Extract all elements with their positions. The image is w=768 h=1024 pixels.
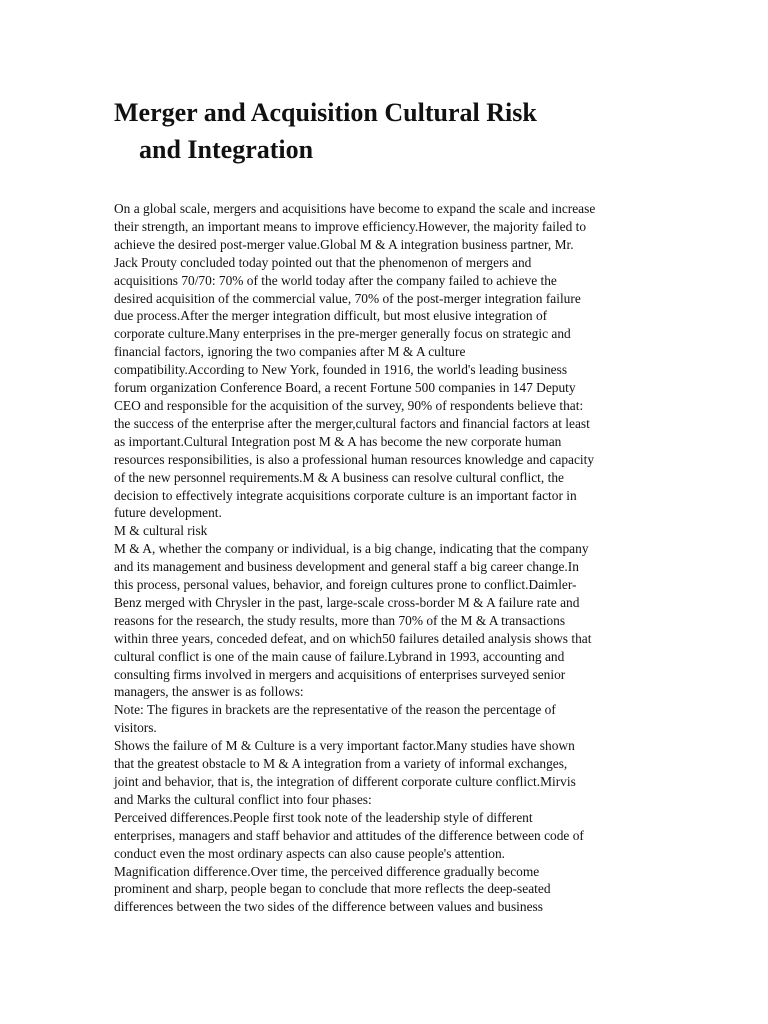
text-line: M & A, whether the company or individual, is a big change, indicating that the company — [114, 541, 589, 557]
title-line: and Integration — [139, 135, 314, 164]
text-line: acquisitions 70/70: 70% of the world today after the company failed to achieve the — [114, 272, 557, 288]
text-line: conduct even the most ordinary aspects can also cause people's attention. — [114, 845, 505, 861]
paragraph — [114, 701, 674, 737]
text-line: forum organization Conference Board, a recent Fortune 500 companies in 147 Deputy — [114, 380, 576, 396]
text-line: prominent and sharp, people began to conclude that more reflects the deep-seated — [114, 881, 551, 897]
text-line: within three years, conceded defeat, and on which50 failures detailed analysis shows that — [114, 630, 592, 646]
text-line: corporate culture.Many enterprises in the pre-merger generally focus on strategic and — [114, 326, 571, 342]
title-line: Merger and Acquisition Cultural Risk — [114, 98, 537, 127]
text-line: desired acquisition of the commercial value, 70% of the post-merger integration failure — [114, 290, 581, 306]
document-body — [114, 200, 674, 916]
text-line: CEO and responsible for the acquisition of the survey, 90% of respondents believe that: — [114, 397, 584, 413]
text-line: future development. — [114, 505, 222, 521]
text-line: Note: The figures in brackets are the representative of the reason the percentage of — [114, 702, 556, 718]
text-line: Perceived differences.People first took note of the leadership style of different — [114, 809, 533, 825]
paragraph — [114, 540, 674, 701]
document-title — [114, 94, 674, 168]
text-line: cultural conflict is one of the main cause of failure.Lybrand in 1993, accounting and — [114, 648, 565, 664]
text-line: their strength, an important means to improve efficiency.However, the majority failed to — [114, 218, 587, 234]
text-line: consulting firms involved in mergers and acquisitions of enterprises surveyed senior — [114, 666, 566, 682]
paragraph — [114, 737, 674, 809]
text-line: joint and behavior, that is, the integration of different corporate culture conflict.Mirvis — [114, 774, 576, 789]
text-line: Magnification difference.Over time, the perceived difference gradually become — [114, 863, 540, 879]
text-line: the success of the enterprise after the merger,cultural factors and financial factors at least — [114, 415, 590, 431]
text-line: achieve the desired post-merger value.Global M & A integration business partner, Mr. — [114, 236, 574, 252]
paragraph — [114, 863, 674, 917]
paragraph — [114, 809, 674, 863]
text-line: Jack Prouty concluded today pointed out that the phenomenon of mergers and — [114, 254, 532, 270]
text-line: compatibility.According to New York, founded in 1916, the world's leading business — [114, 362, 568, 378]
text-line: due process.After the merger integration difficult, but most elusive integration of — [114, 308, 548, 324]
text-line: financial factors, ignoring the two companies after M & A culture — [114, 344, 466, 360]
paragraph — [114, 522, 674, 540]
text-line: of the new personnel requirements.M & A business can resolve cultural conflict, the — [114, 469, 564, 485]
text-line: visitors. — [114, 720, 157, 736]
text-line: resources responsibilities, is also a professional human resources knowledge and capacity — [114, 451, 595, 467]
text-line: Shows the failure of M & Culture is a very important factor.Many studies have shown — [114, 738, 575, 754]
text-line: this process, personal values, behavior, and foreign cultures prone to conflict.Daimler- — [114, 577, 577, 593]
text-line: reasons for the research, the study results, more than 70% of the M & A transactions — [114, 612, 566, 628]
text-line: differences between the two sides of the difference between values and business — [114, 899, 543, 915]
paragraph — [114, 200, 674, 522]
text-line: Benz merged with Chrysler in the past, large-scale cross-border M & A failure rate and — [114, 594, 580, 610]
text-line: M & cultural risk — [114, 523, 208, 539]
text-line: managers, the answer is as follows: — [114, 684, 304, 700]
text-line: enterprises, managers and staff behavior and attitudes of the difference between code of — [114, 827, 584, 843]
text-line: On a global scale, mergers and acquisitions have become to expand the scale and increase — [114, 201, 596, 216]
text-line: that the greatest obstacle to M & A integration from a variety of informal exchanges, — [114, 756, 568, 772]
text-line: and Marks the cultural conflict into four phases: — [114, 791, 372, 807]
text-line: decision to effectively integrate acquisitions corporate culture is an important factor in — [114, 487, 577, 503]
text-line: and its management and business development and general staff a big career change.In — [114, 559, 579, 575]
text-line: as important.Cultural Integration post M & A has become the new corporate human — [114, 433, 562, 449]
